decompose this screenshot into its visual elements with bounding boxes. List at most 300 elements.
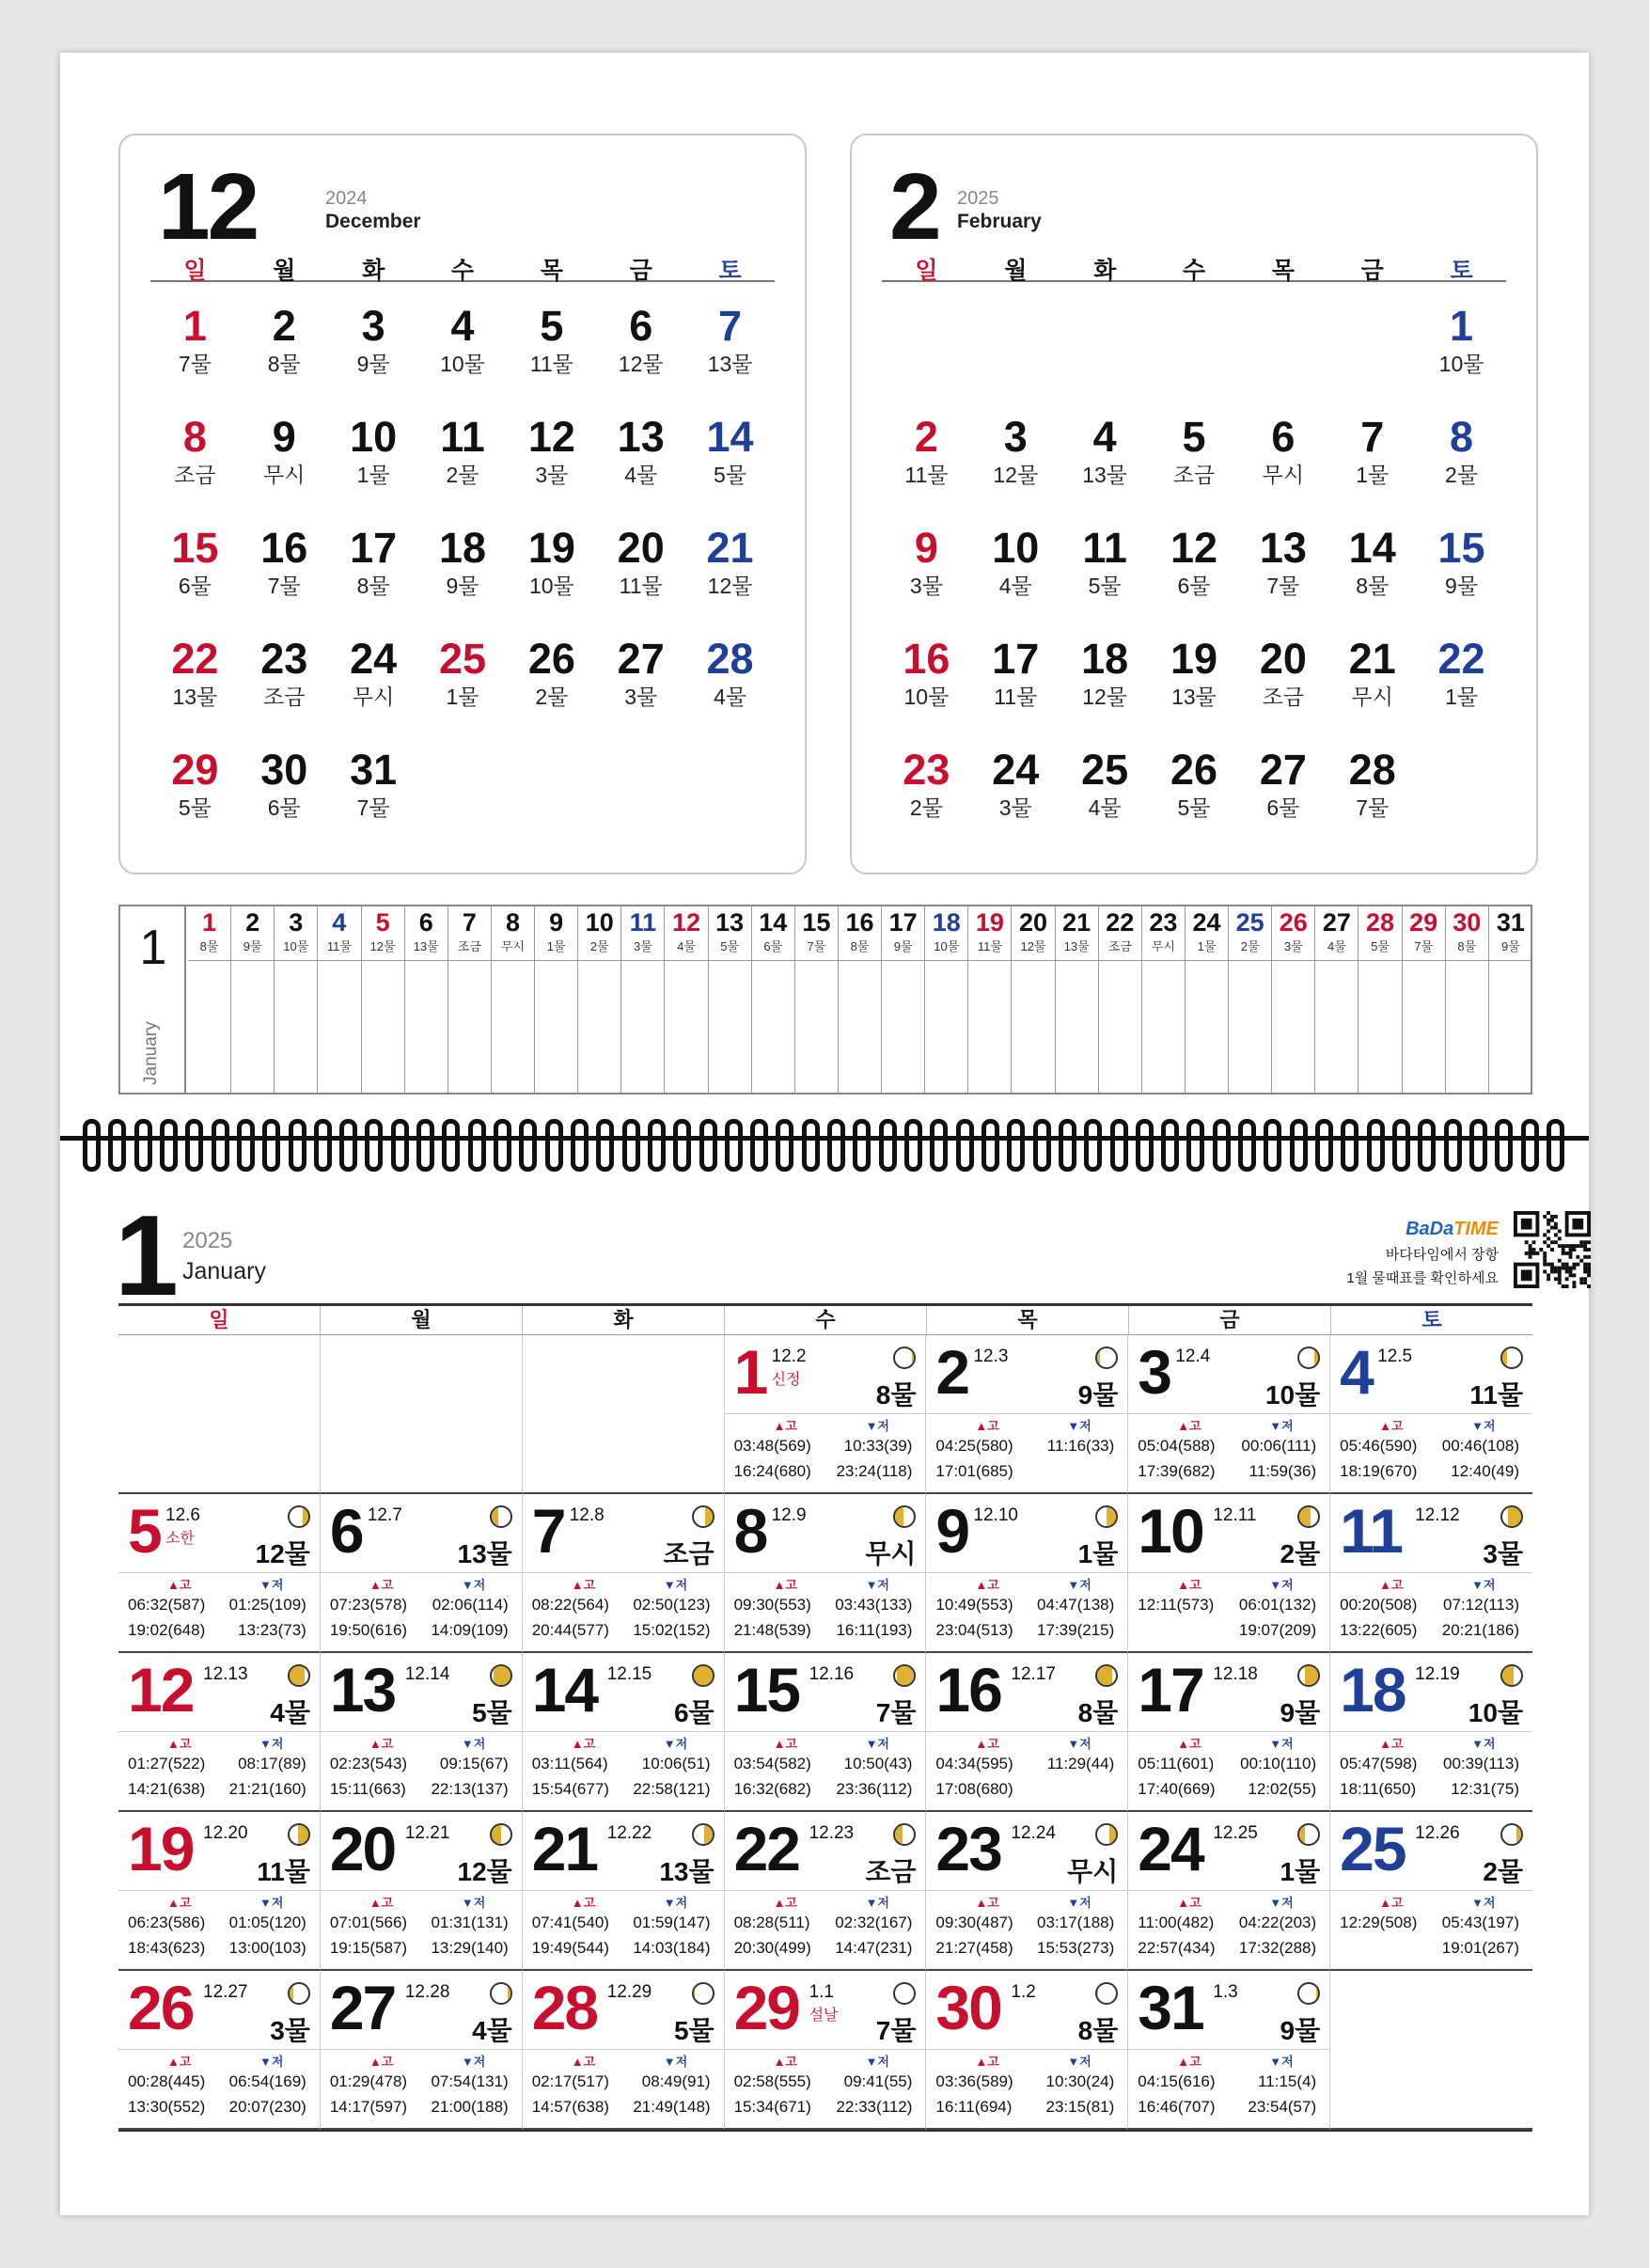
strip-tide-phase: 2물 [589, 939, 609, 953]
low-tide-label: ▼저 [1067, 2055, 1091, 2069]
strip-tide-phase: 7물 [807, 939, 826, 953]
lunar-date: 12.25 [1213, 1823, 1258, 1843]
tide-phase: 11물 [529, 352, 573, 376]
strip-day-cell [1358, 906, 1402, 1093]
day-cell [685, 414, 775, 525]
tide-time: 12:11(573) [1138, 1596, 1215, 1614]
day-cell [507, 636, 596, 747]
tide-time: 15:53(273) [1037, 1939, 1115, 1957]
day-cell [118, 1494, 321, 1653]
strip-day-cell [231, 906, 275, 1093]
tide-phase: 5물 [1177, 795, 1211, 820]
tide-time: 05:04(588) [1138, 1437, 1216, 1455]
strip-day-number: 29 [1409, 908, 1438, 937]
weekday-label: 화 [1093, 258, 1117, 284]
tide-phase: 13물 [707, 352, 753, 376]
binding-ring [1495, 1119, 1513, 1172]
strip-day-number: 30 [1453, 908, 1482, 937]
day-number: 21 [706, 524, 754, 572]
day-number: 2 [272, 302, 296, 350]
day-number: 14 [1348, 524, 1396, 572]
day-cell [1150, 636, 1239, 747]
tide-phase: 조금 [1172, 463, 1216, 487]
strip-day-cell [1186, 906, 1229, 1093]
strip-day-header [968, 906, 1011, 961]
day-number: 21 [1348, 635, 1396, 683]
tide-time: 23:54(57) [1248, 2098, 1317, 2116]
day-cell-top [118, 1653, 320, 1732]
high-tide-label: ▲고 [369, 2055, 394, 2069]
binding-ring [134, 1119, 152, 1172]
tide-time: 21:48(539) [733, 1621, 811, 1639]
day-cell-top [1128, 1494, 1329, 1573]
tide-time: 16:32(682) [733, 1780, 811, 1798]
low-tide-label: ▼저 [1269, 1896, 1294, 1910]
binding-ring [289, 1119, 306, 1172]
day-grid [150, 303, 775, 858]
strip-tide-phase: 8물 [1457, 939, 1477, 953]
lunar-date: 12.21 [404, 1823, 450, 1843]
tide-time: 01:31(131) [431, 1914, 509, 1931]
strip-day-cell [275, 906, 318, 1093]
main-weekday-label: 토 [1421, 1308, 1442, 1331]
tide-time: 21:21(160) [228, 1780, 306, 1798]
tide-time: 04:15(616) [1138, 2072, 1216, 2090]
day-cell [240, 747, 329, 858]
strip-month-name: January [141, 1021, 161, 1085]
tide-phase: 11물 [994, 685, 1038, 709]
strip-day-header [275, 906, 317, 961]
binding-ring [108, 1119, 126, 1172]
binding-ring [237, 1119, 255, 1172]
strip-day-cell [405, 906, 448, 1093]
moon-lit-part [492, 1507, 498, 1526]
strip-day-header [231, 906, 274, 961]
tide-time: 01:25(109) [228, 1596, 306, 1614]
tide-time: 02:58(555) [733, 2072, 811, 2090]
binding-ring [1059, 1119, 1076, 1172]
tide-time: 12:02(55) [1248, 1780, 1317, 1798]
strip-day-number: 18 [932, 908, 961, 937]
lunar-date: 12.10 [973, 1505, 1018, 1525]
strip-day-cell [1403, 906, 1446, 1093]
high-tide-label: ▲고 [1177, 1578, 1201, 1592]
strip-day-number: 5 [375, 908, 390, 937]
tide-phase: 2물 [1280, 1539, 1321, 1568]
day-cell [1327, 414, 1417, 525]
moon-lit-part [492, 1825, 501, 1844]
weekday-label: 화 [362, 258, 385, 284]
tide-phase: 5물 [673, 2016, 715, 2045]
low-tide-label: ▼저 [865, 1737, 889, 1751]
day-cell [725, 1812, 927, 1971]
day-cell-top [523, 1653, 724, 1732]
day-cell [150, 747, 240, 858]
day-cell [1330, 1335, 1532, 1494]
lunar-date: 12.27 [203, 1982, 248, 2002]
moon-lit-part [303, 1507, 308, 1526]
tide-time: 01:05(120) [228, 1914, 306, 1931]
holiday-label: 소한 [165, 1531, 195, 1547]
tide-time: 05:46(590) [1340, 1437, 1418, 1455]
strip-day-cell [1315, 906, 1358, 1093]
day-number: 28 [1348, 746, 1396, 794]
main-weekday-header [118, 1303, 1532, 1335]
lunar-date: 12.28 [404, 1982, 450, 2002]
day-cell [1330, 1494, 1532, 1653]
strip-day-header [318, 906, 360, 961]
lunar-date: 1.1 [809, 1982, 834, 2002]
day-cell-top [321, 1653, 522, 1732]
moon-lit-part [1305, 1666, 1318, 1685]
tide-phase: 3물 [535, 463, 569, 487]
tide-time: 15:34(671) [733, 2098, 811, 2116]
day-number: 12 [128, 1655, 194, 1725]
tide-time: 22:57(434) [1138, 1939, 1216, 1957]
day-number: 12 [527, 413, 575, 461]
strip-day-number: 3 [289, 908, 304, 937]
tide-phase: 무시 [263, 463, 306, 487]
day-cell [1238, 747, 1327, 858]
day-cell [926, 1335, 1128, 1494]
tide-time: 11:59(36) [1249, 1462, 1317, 1480]
lunar-date: 1.3 [1213, 1982, 1238, 2002]
tide-phase: 무시 [352, 685, 395, 709]
day-number: 27 [617, 635, 665, 683]
strip-tide-phase: 4물 [677, 939, 696, 953]
day-cell [118, 1653, 321, 1812]
day-cell [926, 1812, 1128, 1971]
moon-phase-icon [490, 1982, 512, 2005]
day-number: 11 [1340, 1496, 1402, 1566]
day-cell [150, 303, 240, 414]
brand-line-1: 바다타임에서 장항 [1385, 1247, 1499, 1263]
strip-day-cell [578, 906, 621, 1093]
day-cell [1128, 1653, 1330, 1812]
day-cell [882, 525, 971, 636]
strip-day-cell [925, 906, 968, 1093]
day-number: 24 [350, 635, 398, 683]
day-cell [596, 525, 685, 636]
day-cell-top [1128, 1335, 1329, 1414]
strip-tide-phase: 무시 [500, 939, 526, 953]
low-tide-label: ▼저 [865, 1419, 889, 1433]
tide-time: 18:11(650) [1340, 1780, 1417, 1798]
tide-time: 15:54(677) [531, 1780, 609, 1798]
moon-phase-icon [893, 1347, 916, 1369]
strip-day-header [1186, 906, 1228, 961]
day-number: 6 [329, 1496, 363, 1566]
qr-code-icon[interactable] [1514, 1211, 1591, 1288]
tide-time: 14:17(597) [329, 2098, 408, 2116]
day-cell-top [926, 1971, 1127, 2050]
binding-ring [185, 1119, 203, 1172]
weekday-label: 금 [629, 258, 652, 284]
binding-ring [904, 1119, 922, 1172]
strip-day-number: 12 [671, 908, 700, 937]
tide-time: 13:29(140) [431, 1939, 509, 1957]
day-number: 19 [527, 524, 575, 572]
day-cell [418, 525, 508, 636]
tide-time: 19:49(544) [531, 1939, 609, 1957]
strip-day-header [1099, 906, 1141, 961]
day-cell-top [523, 1494, 724, 1573]
strip-tide-phase: 2물 [1240, 939, 1260, 953]
strip-day-cell [188, 906, 231, 1093]
day-cell [1238, 525, 1327, 636]
strip-day-header [578, 906, 620, 961]
empty-cell [971, 303, 1060, 414]
binding-ring [1444, 1119, 1462, 1172]
moon-phase-icon [490, 1505, 512, 1528]
high-tide-label: ▲고 [571, 2055, 596, 2069]
binding-ring [673, 1119, 691, 1172]
tide-time: 07:12(113) [1443, 1596, 1519, 1614]
day-cell-top [725, 1494, 926, 1573]
month-name: February [957, 211, 1042, 232]
day-cell-top [926, 1653, 1127, 1732]
tide-time: 17:32(288) [1238, 1939, 1317, 1957]
strip-day-number: 13 [715, 908, 745, 937]
low-tide-label: ▼저 [259, 2055, 284, 2069]
day-cell [1417, 303, 1506, 414]
strip-month-number: 1 [139, 921, 167, 975]
strip-day-number: 21 [1062, 908, 1091, 937]
day-number: 26 [1170, 746, 1218, 794]
high-tide-label: ▲고 [773, 1737, 797, 1751]
tide-time: 10:33(39) [843, 1437, 913, 1455]
moon-phase-icon [1297, 1505, 1320, 1528]
strip-day-number: 11 [629, 908, 657, 937]
lunar-date: 12.24 [1011, 1823, 1056, 1843]
binding-ring [1161, 1119, 1179, 1172]
tide-phase: 7물 [875, 2016, 917, 2045]
tide-time: 10:50(43) [843, 1755, 913, 1772]
binding-ring [596, 1119, 614, 1172]
tide-time: 14:47(231) [835, 1939, 913, 1957]
low-tide-label: ▼저 [1067, 1419, 1091, 1433]
day-cell [118, 1971, 321, 2130]
weekday-label: 월 [1004, 258, 1028, 284]
day-cell [926, 1494, 1128, 1653]
strip-day-cell [1229, 906, 1272, 1093]
moon-phase-icon [1297, 1664, 1320, 1687]
tide-time: 21:00(188) [431, 2098, 509, 2116]
tide-time: 04:34(595) [935, 1755, 1013, 1772]
day-number: 19 [128, 1814, 194, 1883]
moon-lit-part [1502, 1666, 1514, 1685]
tide-time: 03:54(582) [733, 1755, 811, 1772]
tide-time: 02:23(543) [329, 1755, 408, 1772]
day-cell [882, 636, 971, 747]
strip-day-header [405, 906, 448, 961]
strip-day-header [621, 906, 664, 961]
moon-lit-part [290, 1984, 293, 2003]
tide-phase: 8물 [356, 574, 390, 598]
strip-day-header [1142, 906, 1185, 961]
binding-ring [1136, 1119, 1154, 1172]
day-cell [725, 1971, 927, 2130]
tide-phase: 8물 [875, 1380, 917, 1410]
high-tide-label: ▲고 [571, 1578, 596, 1592]
lunar-date: 12.18 [1213, 1664, 1258, 1684]
tide-phase: 6물 [1266, 795, 1300, 820]
day-cell [418, 636, 508, 747]
tide-time: 05:47(598) [1340, 1755, 1418, 1772]
tide-time: 20:07(230) [228, 2098, 306, 2116]
empty-cell [1060, 303, 1150, 414]
day-cell [725, 1335, 927, 1494]
day-cell [1327, 636, 1417, 747]
day-cell [507, 525, 596, 636]
day-number: 13 [1259, 524, 1307, 572]
day-cell-top [725, 1812, 926, 1891]
tide-time: 02:32(167) [835, 1914, 913, 1931]
binding-ring [1290, 1119, 1308, 1172]
tide-time: 13:00(103) [228, 1939, 306, 1957]
strip-day-number: 22 [1106, 908, 1135, 937]
tide-time: 07:23(578) [329, 1596, 408, 1614]
day-number: 10 [1138, 1496, 1203, 1566]
day-cell-top [118, 1494, 320, 1573]
binding-ring [982, 1119, 999, 1172]
tide-time: 06:23(586) [128, 1914, 206, 1931]
low-tide-label: ▼저 [865, 2055, 889, 2069]
empty-day-cell [1330, 1971, 1532, 2130]
day-cell [523, 1812, 725, 1971]
tide-time: 18:19(670) [1340, 1462, 1418, 1480]
tide-phase: 7물 [1356, 795, 1390, 820]
strip-day-header [1403, 906, 1445, 961]
tide-phase: 무시 [1351, 685, 1393, 709]
strip-tide-phase: 12물 [1020, 939, 1046, 953]
month-number: 12 [158, 154, 258, 260]
strip-tide-phase: 9물 [893, 939, 913, 953]
strip-day-cell [882, 906, 925, 1093]
strip-tide-phase: 무시 [1151, 939, 1175, 953]
moon-lit-part [1316, 1984, 1318, 2003]
strip-day-number: 24 [1192, 908, 1221, 937]
empty-day-cell [321, 1335, 523, 1494]
lunar-date: 12.19 [1415, 1664, 1460, 1684]
tide-time: 04:25(580) [935, 1437, 1013, 1455]
tide-phase: 6물 [1177, 574, 1211, 598]
strip-day-header [1446, 906, 1488, 961]
day-cell-top [1128, 1653, 1329, 1732]
day-number: 4 [1340, 1337, 1373, 1407]
lunar-date: 12.12 [1415, 1505, 1460, 1525]
tide-phase: 6물 [178, 574, 212, 598]
day-number: 13 [329, 1655, 396, 1725]
tide-time: 20:21(186) [1441, 1621, 1519, 1639]
lunar-date: 1.2 [1011, 1982, 1036, 2002]
tide-phase: 13물 [457, 1539, 512, 1568]
month-name: December [325, 211, 421, 232]
binding-ring [879, 1119, 897, 1172]
weekday-label: 월 [273, 258, 296, 284]
tide-time: 12:31(75) [1451, 1780, 1519, 1798]
tide-time: 11:29(44) [1046, 1755, 1115, 1772]
day-number: 7 [718, 302, 743, 350]
tide-time: 02:17(517) [531, 2072, 609, 2090]
tide-phase: 3물 [998, 795, 1032, 820]
day-cell [971, 525, 1060, 636]
moon-phase-icon [692, 1982, 715, 2005]
day-cell [926, 1971, 1128, 2130]
tide-time: 02:06(114) [432, 1596, 509, 1614]
low-tide-label: ▼저 [1067, 1578, 1091, 1592]
day-number: 15 [1437, 524, 1485, 572]
moon-phase-icon [1500, 1823, 1523, 1846]
moon-phase-icon [893, 1982, 916, 2005]
low-tide-label: ▼저 [663, 2055, 688, 2069]
day-cell-top [1330, 1335, 1532, 1414]
high-tide-label: ▲고 [773, 2055, 797, 2069]
tide-phase: 조금 [263, 685, 306, 709]
moon-phase-icon [893, 1664, 916, 1687]
binding-ring [827, 1119, 845, 1172]
moon-lit-part [508, 1984, 510, 2003]
day-number: 3 [1003, 413, 1028, 461]
strip-day-header [839, 906, 881, 961]
tide-time: 00:06(111) [1241, 1437, 1317, 1455]
moon-lit-part [1299, 1825, 1305, 1844]
empty-cell [1238, 303, 1327, 414]
day-cell-top [321, 1812, 522, 1891]
tide-phase: 11물 [1469, 1380, 1523, 1410]
day-number: 20 [1259, 635, 1307, 683]
tide-phase: 4물 [472, 2016, 512, 2045]
empty-day-cell [523, 1335, 725, 1494]
moon-lit-part [1299, 1507, 1311, 1526]
tide-phase: 4물 [1088, 795, 1122, 820]
tide-time: 02:50(123) [633, 1596, 711, 1614]
binding-ring [1341, 1119, 1358, 1172]
weekday-label: 목 [1271, 258, 1295, 284]
brand-logo-b: TIME [1453, 1219, 1499, 1239]
binding-ring [776, 1119, 793, 1172]
day-cell [1150, 414, 1239, 525]
tide-time: 11:16(33) [1046, 1437, 1115, 1455]
high-tide-label: ▲고 [167, 2055, 192, 2069]
strip-day-header [535, 906, 577, 961]
binding-ring [1315, 1119, 1333, 1172]
day-cell [321, 1494, 523, 1653]
day-number: 6 [629, 302, 653, 350]
moon-phase-icon [1095, 1347, 1118, 1369]
high-tide-label: ▲고 [571, 1896, 596, 1910]
main-weekday-label: 목 [927, 1306, 1129, 1334]
tide-phase: 5물 [472, 1698, 512, 1727]
day-number: 10 [992, 524, 1040, 572]
day-number: 31 [1138, 1973, 1203, 2042]
moon-lit-part [290, 1666, 305, 1685]
low-tide-label: ▼저 [1269, 2055, 1294, 2069]
tide-phase: 2물 [1445, 463, 1479, 487]
low-tide-label: ▼저 [259, 1896, 284, 1910]
tide-time: 12:40(49) [1451, 1462, 1519, 1480]
day-cell-top [118, 1971, 320, 2050]
main-weekday-label: 금 [1129, 1306, 1331, 1334]
tide-phase: 3물 [270, 2016, 310, 2045]
strip-day-cell [1012, 906, 1055, 1093]
day-number: 28 [531, 1973, 598, 2042]
binding-ring [1392, 1119, 1410, 1172]
lunar-date: 12.23 [809, 1823, 855, 1843]
tide-time: 19:07(209) [1238, 1621, 1317, 1639]
binding-ring [160, 1119, 178, 1172]
day-cell [523, 1653, 725, 1812]
